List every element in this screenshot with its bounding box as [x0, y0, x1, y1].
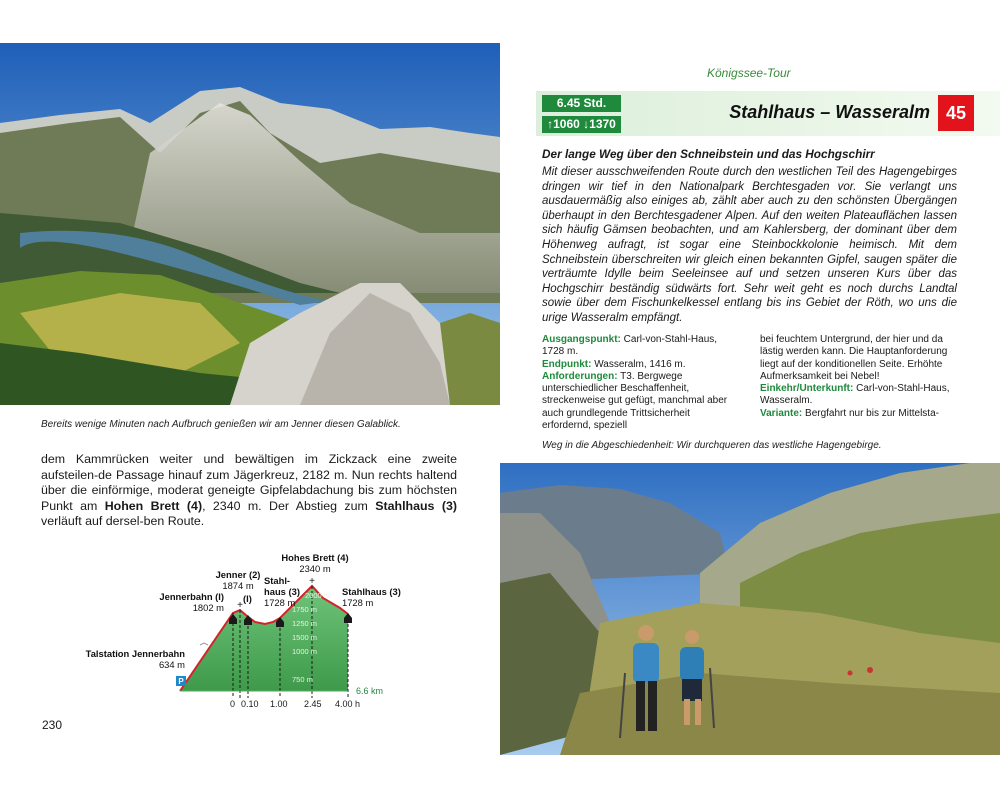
- tour-number-badge: 45: [938, 95, 974, 131]
- label-hohes-brett: Hohes Brett (4) 2340 m: [281, 552, 349, 574]
- mountain-lake-photo: [0, 43, 500, 405]
- y-tick-1250: 1250 m: [292, 619, 318, 628]
- fact-requirements-cont: bei feuchtem Untergrund, der hier und da lästig werden kann. Die Hauptanforderung liegt auf der konditionellen Seite. Erhöhte Aufmerksamkeit bei Nebel!: [760, 334, 948, 382]
- label-talstation: Talstation Jennerbahn 634 m: [85, 648, 185, 670]
- parking-icon: P: [178, 677, 184, 686]
- x-tick-0-10: 0.10: [241, 699, 259, 709]
- label-jenner: Jenner (2) 1874 m: [215, 569, 261, 591]
- distance-label: 6.6 km: [356, 686, 384, 696]
- peak-name: Hohen Brett (4): [104, 498, 203, 513]
- y-tick-1750: 1750 m: [292, 605, 318, 614]
- fact-requirements: Anforderungen: T3. Bergwege unterschiedlicher Beschaffenheit, streckenweise gut gefügt, manchmal aber auch grundlegende Trittsicherheit erfordernd, speziell: [542, 370, 728, 432]
- y-tick-1500: 1500 m: [292, 633, 318, 642]
- x-tick-1-00: 1.00: [270, 699, 288, 709]
- right-photo-caption: Weg in die Abgeschiedenheit: Wir durchqueren das westliche Hagengebirge.: [542, 440, 882, 451]
- x-tick-2-45: 2.45: [304, 699, 322, 709]
- label-stahlhaus-end: Stahlhaus (3) 1728 m: [342, 586, 401, 608]
- time-badge: 6.45 Std.: [542, 95, 621, 112]
- hikers-photo: [500, 463, 1000, 755]
- label-jennerbahn: Jennerbahn (I) 1802 m: [159, 591, 224, 613]
- fact-end: Endpunkt: Wasseralm, 1416 m.: [542, 358, 686, 370]
- tour-intro: Mit dieser ausschweifenden Route durch den westlichen Teil des Hagengebirges dringen wir tief in den Nationalpark Berchtesgaden vor. Sie verlangt uns ausdauermäßig also einiges ab, zählt aber auch zu den schönsten Übergängen überhaupt in den Berchtesgadener Alpen. Auf den weiten Plateauflächen lassen sich häufig Gämsen beobachten, und am Kahlersberg, der dominant über dem Höhenweg aufragt, ist sogar eine Steinbockkolonie heimisch. Mit dem Schneibstein überschreiten wir gleich einen bekannten Gipfel, saugen später die verträumte Idylle beim Seeleinsee auf und setzen unseren Kurs über das Hochgschirr beständig südwärts fort. Sehr weit geht es noch durchs Landtal sowie über dem Fischunkelkessel entlang bis ins Gebiet der Röth, wo uns die urige Wasseralm empfängt.: [542, 166, 957, 324]
- y-tick-750: 750 m: [292, 675, 313, 684]
- tour-title: Stahlhaus – Wasseralm: [729, 102, 930, 122]
- left-text-part2: , 2340 m. Der Abstieg zum: [202, 498, 368, 513]
- facts-right-column: [760, 334, 958, 420]
- ascent-descent-badge: ↑1060 ↓1370: [542, 116, 621, 133]
- fact-start: Ausgangspunkt: Carl-von-Stahl-Haus, 1728 m.: [542, 334, 718, 358]
- left-photo-caption: Bereits wenige Minuten nach Aufbruch genießen wir am Jenner diesen Galablick.: [41, 419, 401, 430]
- tour-subtitle: Der lange Weg über den Schneibstein und das Hochgschirr: [542, 147, 875, 161]
- x-tick-4-00: 4.00 h: [335, 699, 361, 709]
- left-text-part3: verläuft auf dersel-ben Route.: [41, 514, 205, 529]
- page-number: 230: [42, 718, 63, 732]
- summit-cross-brett: +: [309, 576, 315, 587]
- label-stahlhaus-mid: Stahl- haus (3) 1728 m: [264, 575, 300, 608]
- left-body-text: [41, 452, 457, 530]
- label-station-I: (I): [243, 593, 252, 604]
- facts-left-column: [542, 334, 740, 432]
- fact-variant: Variante: Bergfahrt nur bis zur Mittelsta-: [760, 407, 939, 419]
- elevation-profile: [80, 548, 420, 713]
- left-text-part1: dem Kammrücken weiter und bewältigen im Zickzack eine zweite aufsteilen-de Passage hinauf zum Jägerkreuz, 2182 m. Nun rechts haltend über die einförmige, moderat geneigte Gipfelabdachung bis zum höchsten Punkt am: [41, 452, 457, 513]
- series-label: Königssee-Tour: [707, 66, 791, 80]
- fact-accommodation: Einkehr/Unterkunft: Carl-von-Stahl-Haus, Wasseralm.: [760, 383, 950, 407]
- summit-cross-jenner: +: [237, 600, 243, 611]
- y-tick-2000: 2000 m: [305, 591, 331, 600]
- x-tick-0: 0: [230, 699, 236, 709]
- y-tick-1000: 1000 m: [292, 647, 318, 656]
- hut-name: Stahlhaus (3): [375, 498, 457, 513]
